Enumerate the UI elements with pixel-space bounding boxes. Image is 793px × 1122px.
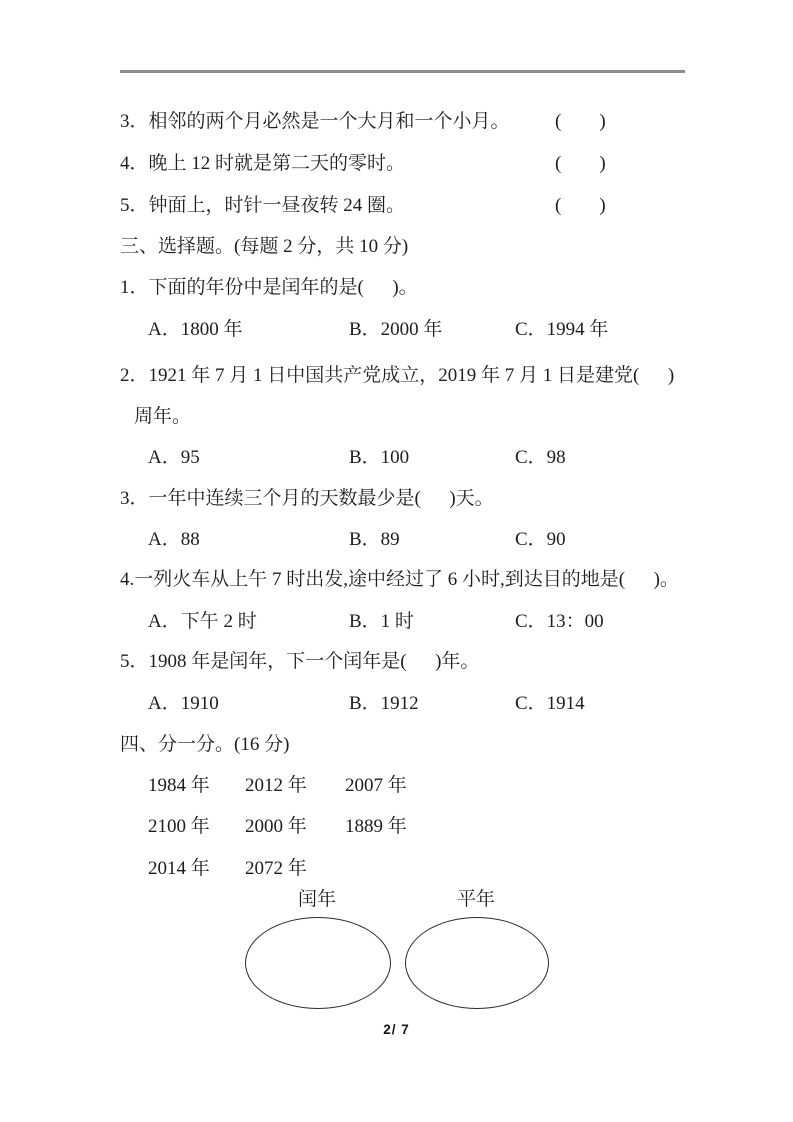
option-a: A．下午 2 时 [148,611,257,632]
header-divider-line [120,70,685,73]
choice-q3-stem [120,485,773,513]
question-text: 1．下面的年份中是闰年的是( )。 [120,277,418,298]
option-a: A．1800 年 [148,319,243,340]
question-text: 5．钟面上，时针一昼夜转 24 圈。 [120,195,406,216]
answer-parentheses: ( ) [555,111,606,132]
year-item: 2000 年 [245,816,307,837]
option-c: C．98 [515,447,566,468]
answer-parentheses: ( ) [555,195,606,216]
true-false-item-4 [120,150,773,178]
option-c: C．1914 [515,693,585,714]
option-b: B．1 时 [349,611,414,632]
question-text: 2．1921 年 7 月 1 日中国共产党成立，2019 年 7 月 1 日是建党( ) [120,365,675,386]
answer-parentheses: ( ) [555,153,606,174]
leap-year-label: 闰年 [297,889,336,910]
option-b: B．100 [349,447,410,468]
option-b: B．89 [349,529,400,550]
year-item: 2007 年 [345,775,407,796]
option-a: A．95 [148,447,200,468]
choice-q1-stem [120,274,773,302]
question-text: 3．一年中连续三个月的天数最少是( )天。 [120,488,494,509]
choice-q4-stem [120,566,773,594]
choice-q2-stem [120,362,773,390]
section-header-choice [120,233,773,261]
choice-q2-stem-continuation [134,403,773,431]
section-title: 四、分一分。(16 分) [120,734,290,755]
year-item: 1984 年 [148,775,210,796]
section-header-sort [120,731,773,759]
year-item: 1889 年 [345,816,407,837]
true-false-item-5 [120,192,773,220]
common-year-label: 平年 [456,889,495,910]
question-text: 4．晚上 12 时就是第二天的零时。 [120,153,406,174]
option-c: C．13：00 [515,611,604,632]
common-year-circle [405,917,549,1009]
option-c: C．90 [515,529,566,550]
option-a: A．1910 [148,693,219,714]
true-false-item-3 [120,108,773,136]
option-a: A．88 [148,529,200,550]
year-item: 2072 年 [245,858,307,879]
question-text: 5．1908 年是闰年，下一个闰年是( )年。 [120,651,480,672]
question-text: 4.一列火车从上午 7 时出发,途中经过了 6 小时,到达目的地是( )。 [120,569,679,590]
leap-year-circle [245,917,391,1009]
choice-q5-stem [120,648,773,676]
year-item: 2100 年 [148,816,210,837]
year-item: 2012 年 [245,775,307,796]
page-number: 2/ 7 [383,1022,410,1037]
question-text: 3．相邻的两个月必然是一个大月和一个小月。 [120,111,510,132]
section-title: 三、选择题。(每题 2 分，共 10 分) [120,236,409,257]
year-item: 2014 年 [148,858,210,879]
option-b: B．1912 [349,693,419,714]
option-c: C．1994 年 [515,319,609,340]
question-text: 周年。 [134,406,192,427]
option-b: B．2000 年 [349,319,443,340]
